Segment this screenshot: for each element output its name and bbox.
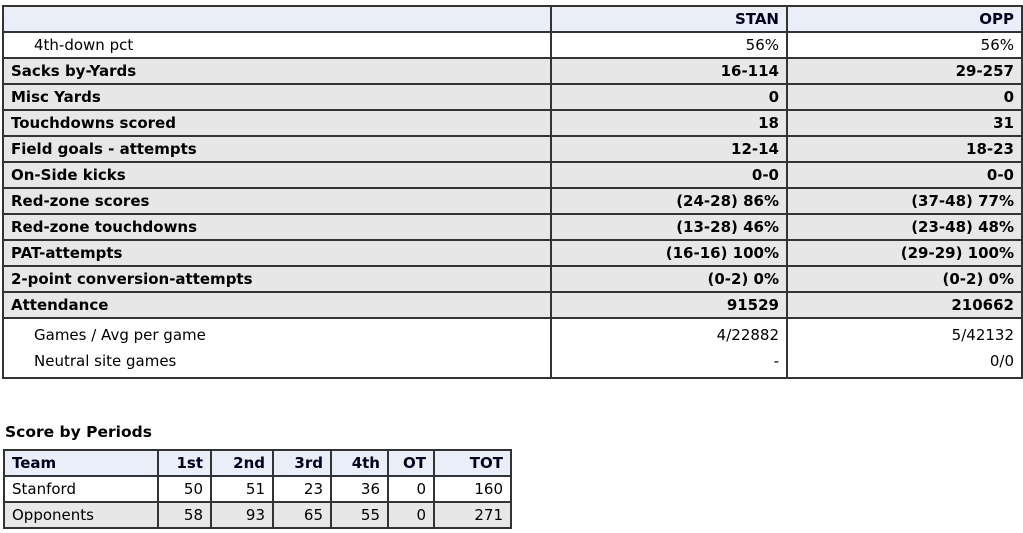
stats-row xyxy=(3,188,1022,214)
stat-label: Sacks by-Yards xyxy=(3,58,551,84)
stat-label: Attendance xyxy=(3,292,551,318)
stats-header-row xyxy=(3,6,1022,32)
stat-label: 2-point conversion-attempts xyxy=(3,266,551,292)
score-header-3rd: 3rd xyxy=(273,450,331,476)
period-score: 58 xyxy=(158,502,211,528)
score-by-periods-title: Score by Periods xyxy=(5,423,152,441)
score-header-tot: TOT xyxy=(434,450,511,476)
stat-value-opp: 0-0 xyxy=(787,162,1022,188)
stat-value-opp: 56% xyxy=(787,32,1022,58)
score-row xyxy=(4,502,511,528)
team-name: Stanford xyxy=(4,476,158,502)
stat-label: Red-zone touchdowns xyxy=(3,214,551,240)
stat-value-opp: (37-48) 77% xyxy=(787,188,1022,214)
stats-row xyxy=(3,110,1022,136)
score-header-row xyxy=(4,450,511,476)
stat-label: Field goals - attempts xyxy=(3,136,551,162)
stat-value-opp: 210662 xyxy=(787,292,1022,318)
score-header-team: Team xyxy=(4,450,158,476)
stats-header-opp: OPP xyxy=(787,6,1022,32)
stats-footer-row xyxy=(3,318,1022,378)
stat-label: Misc Yards xyxy=(3,84,551,110)
stat-value-stan: (16-16) 100% xyxy=(551,240,787,266)
period-score: 0 xyxy=(388,476,434,502)
stat-value-opp: (29-29) 100% xyxy=(787,240,1022,266)
stat-value-opp: 18-23 xyxy=(787,136,1022,162)
stat-value-opp: 29-257 xyxy=(787,58,1022,84)
period-score: 23 xyxy=(273,476,331,502)
footer-line: Neutral site games xyxy=(34,352,177,370)
stats-row xyxy=(3,32,1022,58)
score-header-1st: 1st xyxy=(158,450,211,476)
stat-value-opp xyxy=(787,318,1022,378)
stats-row xyxy=(3,292,1022,318)
stats-row xyxy=(3,266,1022,292)
stat-value-stan: (0-2) 0% xyxy=(551,266,787,292)
footer-line: 0/0 xyxy=(989,352,1014,370)
stat-value-stan: 0-0 xyxy=(551,162,787,188)
period-score: 50 xyxy=(158,476,211,502)
stat-value-stan: (13-28) 46% xyxy=(551,214,787,240)
stat-label xyxy=(3,318,551,378)
score-header-ot: OT xyxy=(388,450,434,476)
period-score: 93 xyxy=(211,502,273,528)
stat-value-opp: 31 xyxy=(787,110,1022,136)
stat-value-opp: 0 xyxy=(787,84,1022,110)
period-score: 55 xyxy=(331,502,388,528)
stats-row xyxy=(3,240,1022,266)
stat-value-stan: 91529 xyxy=(551,292,787,318)
stat-value-stan xyxy=(551,318,787,378)
period-score: 0 xyxy=(388,502,434,528)
stats-row xyxy=(3,58,1022,84)
stat-value-opp: (0-2) 0% xyxy=(787,266,1022,292)
stats-row xyxy=(3,136,1022,162)
team-name: Opponents xyxy=(4,502,158,528)
stat-label: Red-zone scores xyxy=(3,188,551,214)
period-score: 65 xyxy=(273,502,331,528)
score-row xyxy=(4,476,511,502)
stats-header-empty xyxy=(3,6,551,32)
stats-row xyxy=(3,214,1022,240)
stat-value-stan: 56% xyxy=(551,32,787,58)
stats-header-stan: STAN xyxy=(551,6,787,32)
period-score: 51 xyxy=(211,476,273,502)
stat-value-stan: 16-114 xyxy=(551,58,787,84)
stat-value-stan: 0 xyxy=(551,84,787,110)
stat-value-stan: (24-28) 86% xyxy=(551,188,787,214)
footer-line: - xyxy=(773,352,779,370)
stat-value-stan: 12-14 xyxy=(551,136,787,162)
stat-label: PAT-attempts xyxy=(3,240,551,266)
period-score: 271 xyxy=(434,502,511,528)
period-score: 36 xyxy=(331,476,388,502)
stat-label: Touchdowns scored xyxy=(3,110,551,136)
team-statistics-table xyxy=(2,5,1023,379)
stat-label: On-Side kicks xyxy=(3,162,551,188)
score-header-4th: 4th xyxy=(331,450,388,476)
footer-line: 4/22882 xyxy=(716,326,779,344)
score-by-periods-table xyxy=(3,449,512,529)
stats-row xyxy=(3,84,1022,110)
footer-line: Games / Avg per game xyxy=(34,326,206,344)
stat-value-stan: 18 xyxy=(551,110,787,136)
stat-value-opp: (23-48) 48% xyxy=(787,214,1022,240)
stat-label: 4th-down pct xyxy=(3,32,551,58)
score-header-2nd: 2nd xyxy=(211,450,273,476)
stats-row xyxy=(3,162,1022,188)
period-score: 160 xyxy=(434,476,511,502)
footer-line: 5/42132 xyxy=(951,326,1014,344)
